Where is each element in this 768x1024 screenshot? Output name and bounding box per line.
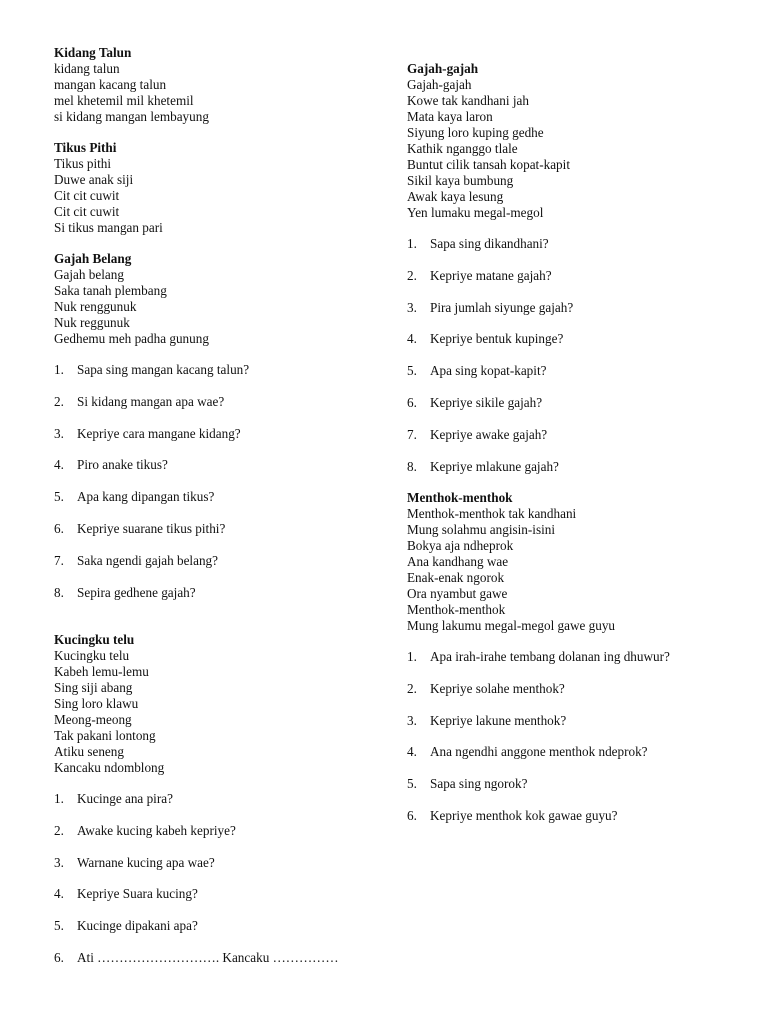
- poem-line: Mata kaya laron: [407, 109, 493, 124]
- poem-line: Buntut cilik tansah kopat-kapit: [407, 157, 570, 172]
- question-item-fill-blank: 6. Ati ………………………. Kancaku ……………: [54, 949, 339, 965]
- poem-kidang-talun: [54, 45, 374, 125]
- poem-line: Atiku seneng: [54, 744, 124, 759]
- poem-line: Ora nyambut gawe: [407, 586, 508, 601]
- poem-line: Mung solahmu angisin-isini: [407, 522, 555, 537]
- question-item: 7. Kepriye awake gajah?: [407, 426, 548, 442]
- poem-line: Gajah belang: [54, 267, 124, 282]
- poem-line: Sikil kaya bumbung: [407, 173, 514, 188]
- question-item: 3. Kepriye cara mangane kidang?: [54, 425, 241, 441]
- question-item: 1. Sapa sing dikandhani?: [407, 236, 549, 251]
- question-item: 2. Kepriye solahe menthok?: [407, 680, 565, 696]
- poem-line: Gajah-gajah: [407, 77, 472, 92]
- poem-line: Saka tanah plembang: [54, 283, 167, 298]
- poem-line: Kowe tak kandhani jah: [407, 93, 529, 108]
- poem-line: Kucingku telu: [54, 648, 130, 663]
- poem-title: Kucingku telu: [54, 632, 135, 647]
- question-item: 1. Sapa sing mangan kacang talun?: [54, 362, 250, 377]
- poem-line: Kancaku ndomblong: [54, 760, 165, 775]
- question-item: 6. Kepriye menthok kok gawae guyu?: [407, 807, 618, 823]
- poem-line: Enak-enak ngorok: [407, 570, 505, 585]
- poem-line: Mung lakumu megal-megol gawe guyu: [407, 618, 616, 633]
- question-item: 3. Warnane kucing apa wae?: [54, 854, 215, 870]
- poem-line: Awak kaya lesung: [407, 189, 504, 204]
- poem-line: Menthok-menthok tak kandhani: [407, 506, 577, 521]
- poem-line: mel khetemil mil khetemil: [54, 93, 194, 108]
- question-list-3: [407, 236, 747, 475]
- poem-line: Cit cit cuwit: [54, 188, 120, 203]
- question-item: 5. Sapa sing ngorok?: [407, 776, 528, 792]
- poem-line: mangan kacang talun: [54, 77, 167, 92]
- poem-tikus-pithi: [54, 140, 374, 236]
- poem-kucingku-telu: [54, 632, 374, 776]
- question-item: 5. Apa sing kopat-kapit?: [407, 363, 547, 379]
- poem-line: Tak pakani lontong: [54, 728, 156, 743]
- question-item: 3. Pira jumlah siyunge gajah?: [407, 299, 574, 315]
- poem-line: kidang talun: [54, 61, 120, 76]
- question-item: 4. Kepriye bentuk kupinge?: [407, 331, 564, 347]
- poem-line: Kabeh lemu-lemu: [54, 664, 149, 679]
- poem-menthok-menthok: [407, 490, 747, 634]
- poem-line: Ana kandhang wae: [407, 554, 509, 569]
- poem-title: Menthok-menthok: [407, 490, 513, 505]
- poem-line: Bokya aja ndheprok: [407, 538, 514, 553]
- question-item: 5. Kucinge dipakani apa?: [54, 918, 198, 934]
- question-item: 8. Kepriye mlakune gajah?: [407, 458, 559, 474]
- poem-line: Duwe anak siji: [54, 172, 134, 187]
- question-item: 7. Saka ngendi gajah belang?: [54, 552, 218, 568]
- poem-line: si kidang mangan lembayung: [54, 109, 209, 124]
- poem-title: Gajah-gajah: [407, 61, 479, 76]
- question-item: 4. Kepriye Suara kucing?: [54, 886, 198, 902]
- question-item: 2. Kepriye matane gajah?: [407, 267, 552, 283]
- poem-gajah-belang: [54, 251, 374, 347]
- poem-line: Yen lumaku megal-megol: [407, 205, 544, 220]
- poem-line: Nuk renggunuk: [54, 299, 137, 314]
- question-item: 4. Piro anake tikus?: [54, 457, 168, 473]
- poem-line: Siyung loro kuping gedhe: [407, 125, 544, 140]
- question-item: 1. Apa irah-irahe tembang dolanan ing dhuwur?: [407, 649, 670, 664]
- question-item: 6. Kepriye suarane tikus pithi?: [54, 520, 226, 536]
- poem-line: Sing loro klawu: [54, 696, 139, 711]
- question-item: 6. Kepriye sikile gajah?: [407, 394, 543, 410]
- question-item: 8. Sepira gedhene gajah?: [54, 584, 196, 600]
- poem-line: Si tikus mangan pari: [54, 220, 163, 235]
- poem-line: Menthok-menthok: [407, 602, 506, 617]
- poem-line: Kathik nganggo tlale: [407, 141, 518, 156]
- question-list-2: [54, 791, 374, 966]
- question-item: 2. Si kidang mangan apa wae?: [54, 393, 225, 409]
- question-item: 4. Ana ngendhi anggone menthok ndeprok?: [407, 744, 648, 760]
- question-list-4: [407, 649, 747, 824]
- question-item: 1. Kucinge ana pira?: [54, 791, 173, 806]
- question-item: 2. Awake kucing kabeh kepriye?: [54, 822, 236, 838]
- poem-line: Nuk reggunuk: [54, 315, 130, 330]
- poem-line: Cit cit cuwit: [54, 204, 120, 219]
- question-list-1: [54, 362, 374, 601]
- question-item: 3. Kepriye lakune menthok?: [407, 712, 567, 728]
- question-item: 5. Apa kang dipangan tikus?: [54, 489, 215, 505]
- poem-line: Gedhemu meh padha gunung: [54, 331, 209, 346]
- poem-gajah-gajah: [407, 61, 747, 221]
- poem-title: Tikus Pithi: [54, 140, 117, 155]
- poem-line: Meong-meong: [54, 712, 132, 727]
- poem-title: Gajah Belang: [54, 251, 132, 266]
- poem-line: Tikus pithi: [54, 156, 112, 171]
- poem-line: Sing siji abang: [54, 680, 133, 695]
- poem-title: Kidang Talun: [54, 45, 132, 60]
